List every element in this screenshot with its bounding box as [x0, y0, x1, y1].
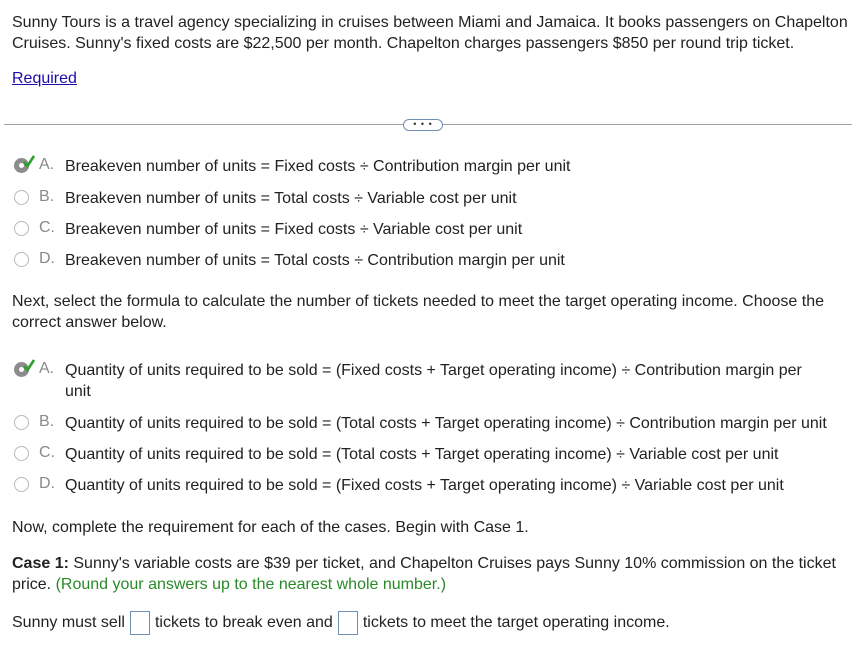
- option-letter: A.: [39, 360, 55, 377]
- q1-option-d[interactable]: [14, 250, 825, 271]
- breakeven-tickets-input[interactable]: [130, 611, 150, 635]
- option-letter: C.: [39, 444, 55, 461]
- radio[interactable]: [14, 221, 29, 236]
- option-letter: D.: [39, 475, 55, 492]
- option-letter: A.: [39, 156, 55, 173]
- radio[interactable]: [14, 477, 29, 492]
- required-link[interactable]: Required: [12, 70, 77, 87]
- checkmark-icon: [23, 154, 35, 168]
- case1-text: Sunny's variable costs are $39 per ticket, and Chapelton Cruises pays Sunny 10% commission on the ticket price.: [12, 555, 836, 593]
- option-letter: B.: [39, 413, 55, 430]
- answer-sentence: [12, 611, 670, 635]
- radio[interactable]: [14, 415, 29, 430]
- option-text: Breakeven number of units = Fixed costs ÷ Contribution margin per unit: [65, 158, 571, 175]
- q2-option-d[interactable]: [14, 475, 825, 496]
- radio-selected[interactable]: [14, 158, 29, 173]
- radio[interactable]: [14, 190, 29, 205]
- cases-intro: Now, complete the requirement for each of the cases. Begin with Case 1.: [12, 519, 529, 536]
- expand-button[interactable]: • • •: [403, 119, 443, 131]
- option-text: Quantity of units required to be sold = (Fixed costs + Target operating income) ÷ Contribution margin per unit: [65, 362, 802, 400]
- option-text: Breakeven number of units = Total costs ÷ Contribution margin per unit: [65, 252, 565, 269]
- option-text: Quantity of units required to be sold = (Total costs + Target operating income) ÷ Variable cost per unit: [65, 446, 779, 463]
- option-text: Quantity of units required to be sold = (Total costs + Target operating income) ÷ Contribution margin per unit: [65, 415, 827, 432]
- option-text: Quantity of units required to be sold = (Fixed costs + Target operating income) ÷ Variable cost per unit: [65, 477, 784, 494]
- option-text: Breakeven number of units = Total costs ÷ Variable cost per unit: [65, 190, 517, 207]
- case1-label: Case 1:: [12, 555, 69, 572]
- problem-intro: Sunny Tours is a travel agency specializing in cruises between Miami and Jamaica. It books passengers on Chapelton Cruises. Sunny's fixed costs are $22,500 per month. Chapelton charges passengers $850 per round trip ticket.: [12, 14, 848, 52]
- q1-option-a[interactable]: [14, 156, 825, 177]
- q1-option-c[interactable]: [14, 219, 825, 240]
- radio[interactable]: [14, 446, 29, 461]
- q2-option-a[interactable]: [14, 360, 825, 402]
- q2-option-c[interactable]: [14, 444, 825, 465]
- option-text: Breakeven number of units = Fixed costs ÷ Variable cost per unit: [65, 221, 523, 238]
- answer-text-3: tickets to meet the target operating income.: [362, 614, 670, 631]
- q2-option-b[interactable]: [14, 413, 852, 434]
- option-letter: B.: [39, 188, 55, 205]
- q1-option-b[interactable]: [14, 188, 825, 209]
- q2-prompt: Next, select the formula to calculate the number of tickets needed to meet the target operating income. Choose the correct answer below.: [12, 293, 825, 331]
- checkmark-icon: [23, 358, 35, 372]
- case1-description: [12, 553, 846, 595]
- target-tickets-input[interactable]: [338, 611, 358, 635]
- radio[interactable]: [14, 252, 29, 267]
- radio-selected[interactable]: [14, 362, 29, 377]
- rounding-hint: (Round your answers up to the nearest whole number.): [55, 576, 447, 593]
- answer-text-1: Sunny must sell: [12, 614, 125, 631]
- answer-text-2: tickets to break even and: [154, 614, 333, 631]
- option-letter: C.: [39, 219, 55, 236]
- option-letter: D.: [39, 250, 55, 267]
